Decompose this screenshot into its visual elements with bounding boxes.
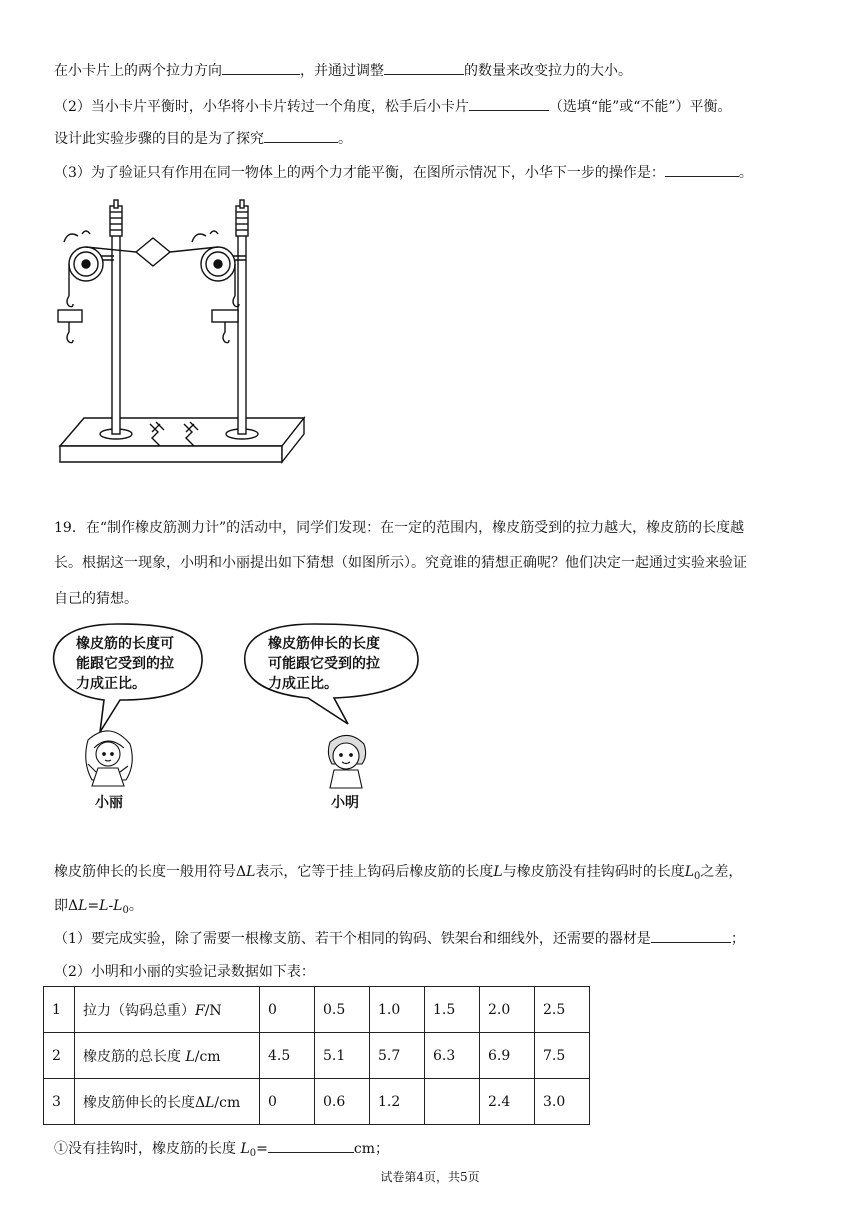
q18-line4: （3）为了验证只有作用在同一物体上的两个力才能平衡，在图所示情况下，小华下一步的操作是： 。	[54, 162, 753, 183]
pulley-apparatus-figure	[56, 196, 308, 468]
boy-figure	[328, 735, 365, 788]
q18-line2: （2）当小卡片平衡时，小华将小卡片转过一个角度，松手后小卡片 （选填“能”或“不能”）平衡。	[54, 96, 732, 117]
answer-blank[interactable]	[384, 60, 464, 75]
data-table	[43, 986, 590, 1125]
row-label: 橡皮筋的总长度 L/cm	[75, 1033, 260, 1079]
table-row: 2 橡皮筋的总长度 L/cm 4.5 5.1 5.7 6.3 6.9 7.5	[44, 1033, 590, 1079]
empty-cell[interactable]	[425, 1079, 480, 1125]
answer-blank[interactable]	[222, 60, 300, 75]
name-xiaoming: 小明	[331, 795, 359, 811]
row-label: 橡皮筋伸长的长度ΔL/cm	[75, 1079, 260, 1125]
row-label: 拉力（钩码总重）F/N	[75, 987, 260, 1033]
answer-blank[interactable]	[651, 928, 731, 943]
q19-subq1: ①没有挂钩时，橡皮筋的长度 $L_0=$ cm；	[54, 1138, 389, 1164]
answer-blank[interactable]	[264, 128, 338, 143]
table-row: 1 拉力（钩码总重）F/N 0 0.5 1.0 1.5 2.0 2.5	[44, 987, 590, 1033]
definition-line1: 橡皮筋伸长的长度一般用符号ΔL表示，它等于挂上钩码后橡皮筋的长度L与橡皮筋没有挂钩码时的长度$L_0$之差，	[54, 864, 743, 882]
bubble-right-text: 橡皮筋伸长的长度 可能跟它受到的拉 力成正比。	[268, 636, 380, 692]
q19-sub2: （2）小明和小丽的实验记录数据如下表：	[54, 964, 315, 980]
answer-blank[interactable]	[665, 162, 739, 177]
q18-line1: 在小卡片上的两个拉力方向 ，并通过调整 的数量来改变拉力的大小。	[54, 60, 632, 81]
answer-blank[interactable]	[268, 1138, 354, 1153]
q18-line3: 设计此实验步骤的目的是为了探究 。	[54, 128, 352, 149]
q19-sub1: （1）要完成实验，除了需要一根橡支筋、若干个相同的钩码、铁架台和细线外，还需要的器材是 ；	[54, 928, 745, 949]
table-row: 3 橡皮筋伸长的长度ΔL/cm 0 0.6 1.2 2.4 3.0	[44, 1079, 590, 1125]
definition-line2: 即$\Delta L=L-L_0$。	[54, 898, 143, 916]
bubble-left-text: 橡皮筋的长度可 能跟它受到的拉 力成正比。	[76, 636, 174, 692]
page-footer: 试卷第4页，共5页	[380, 1170, 480, 1184]
answer-blank[interactable]	[469, 96, 549, 111]
q19-intro-line3: 自己的猜想。	[54, 591, 138, 607]
name-xiaoli: 小丽	[95, 795, 123, 811]
girl-figure	[86, 731, 133, 786]
q19-intro-line2: 长。根据这一现象，小明和小丽提出如下猜想（如图所示）。究竟谁的猜想正确呢？他们决定一起通过实验来验证	[54, 555, 747, 571]
q19-intro-line1: 19．在“制作橡皮筋测力计”的活动中，同学们发现：在一定的范围内，橡皮筋受到的拉力越大，橡皮筋的长度越	[54, 520, 745, 536]
